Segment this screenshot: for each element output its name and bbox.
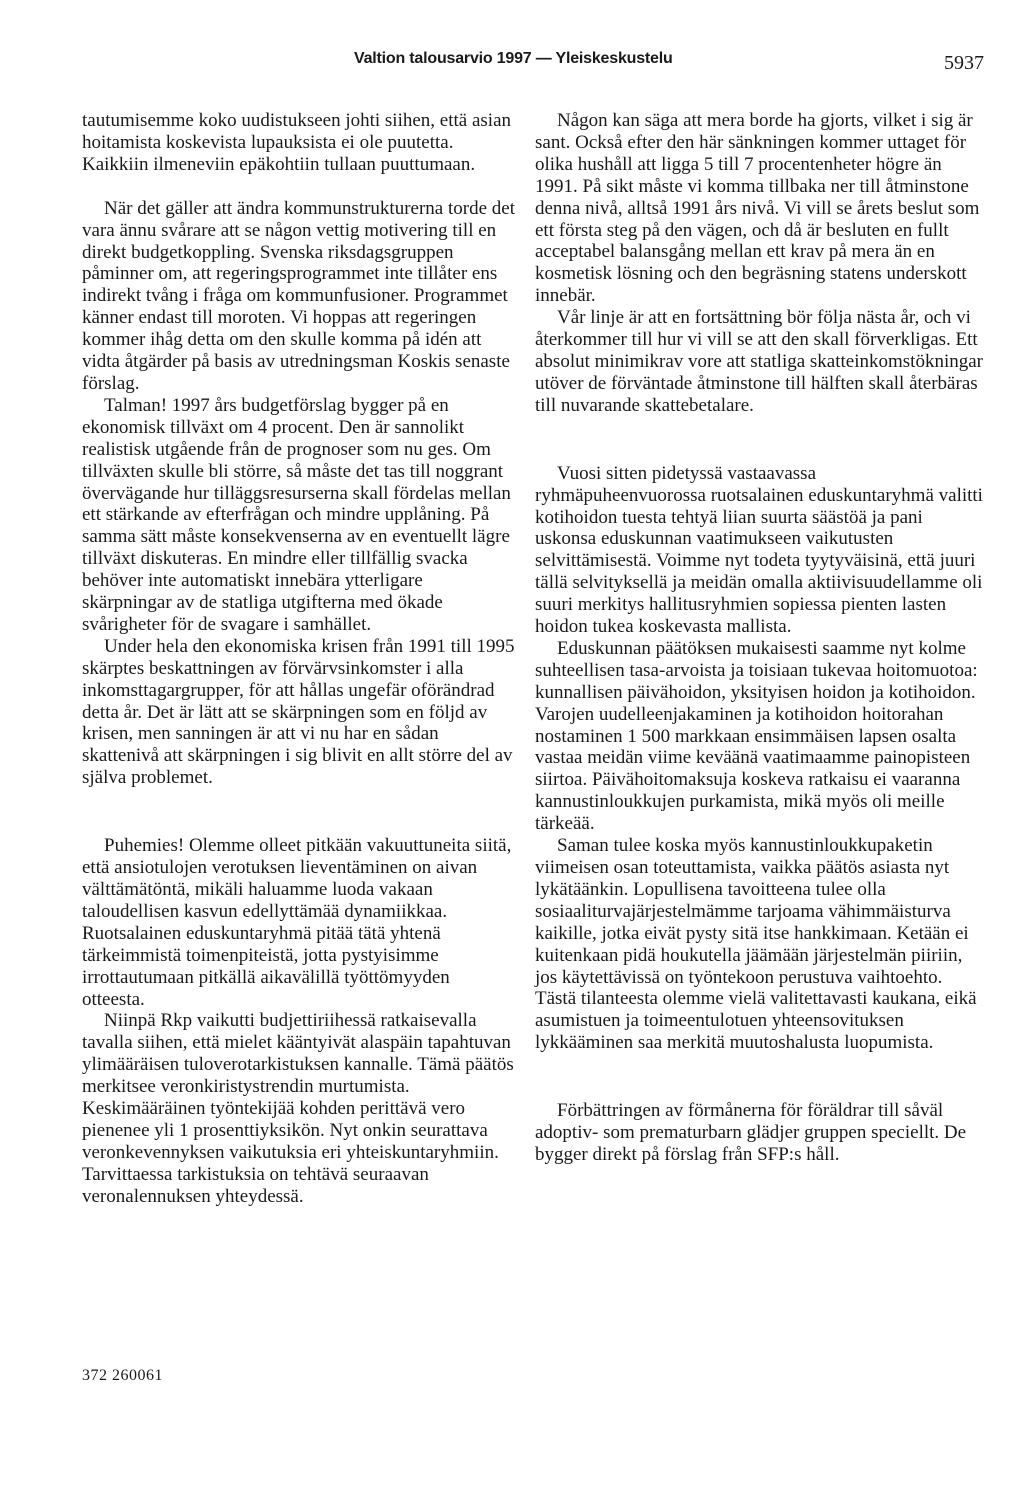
paragraph: Eduskunnan päätöksen mukaisesti saamme nyt kolme suhteellisen tasa-arvoista ja toisiaan tukevaa hoitomuotoa: kunnallisen päivähoidon, yksityisen hoidon ja kotihoidon. Varojen uudelleenjakaminen ja kotihoidon hoitorahan nostaminen 1 500 markkaan ensimmäisen lapsen osalta vastaa meidän viime keväänä vaatimaamme painopisteen siirtoa. Päivähoitomaksuja koskeva ratkaisu ei vaaranna kannustinloukkujen purkamista, mikä myös oli meille tärkeää. [535, 637, 978, 835]
paragraph: Vuosi sitten pidetyssä vastaavassa ryhmäpuheenvuorossa ruotsalainen eduskuntaryhmä valitti kotihoidon tuesta tehtyä liian suurta säästöä ja pani uskonsa eduskunnan vaatimukseen vaikutusten selvittämisestä. Voimme nyt todeta tyytyväisinä, että juuri tällä selvityksellä ja meidän omalla aktiivisuudellamme oli suuri merkitys hallitusryhmien sopiessa pienten lasten hoidon tukea koskevasta mallista. [535, 462, 983, 638]
print-code: 372 260061 [82, 1367, 163, 1384]
paragraph: Talman! 1997 års budgetförslag bygger på en ekonomisk tillväxt om 4 procent. Den är sannolikt realistisk utgående från de prognoser som nu ges. Om tillväxten skulle bli större, så måste det tas till noggrant övervägande hur tilläggsresurserna skall fördelas mellan ett stärkande av efterfrågan och mindre upplåning. På samma sätt måste konsekvenserna av en eventuellt lägre tillväxt diskuteras. En mindre eller tillfällig svacka behöver inte automatiskt innebära ytterligare skärpningar av de statliga utgifterna med ökade svårigheter för de svagare i samhället. [82, 394, 511, 635]
paragraph: Vår linje är att en fortsättning bör följa nästa år, och vi återkommer till hur vi vill se att den skall förverkligas. Ett absolut minimikrav vore att statliga skatteinkomstökningar utöver de förväntade åtminstone till hälften skall återbäras till nuvarande skattebetalare. [535, 307, 984, 416]
page-number: 5937 [944, 52, 984, 74]
paragraph: Saman tulee koska myös kannustinloukkupaketin viimeisen osan toteuttamista, vaikka päätös asiasta nyt lykätäänkin. Lopullisena tavoitteena tulee olla sosiaaliturvajärjestelmämme tarjoama vähimmäisturva kaikille, jotka eivät pysty sitä itse hankkimaan. Ketään ei kuitenkaan pidä houkutella jäämään järjestelmän piiriin, jos käytettävissä on työntekoon perustuva vaihtoehto. Tästä tilanteesta olemme vielä valitettavasti kaukana, eikä asumistuen ja toimeentulotuen yhteensovituksen lykkääminen saa merkitä muutoshalusta luopumista. [535, 835, 977, 1054]
paragraph: Under hela den ekonomiska krisen från 1991 till 1995 skärptes beskattningen av förvärvsinkomster i alla inkomsttagargrupper, för att hållas ungefär oförändrad detta år. Det är lätt att se skärpningen som en följd av krisen, men sanningen är att vi nu har en sådan skattenivå att skärpningen i sig blivit en allt större del av själva problemet. [82, 635, 515, 789]
paragraph: Förbättringen av förmånerna för föräldrar till såväl adoptiv- som prematurbarn glädjer gruppen speciellt. De bygger direkt på förslag från SFP:s håll. [535, 1100, 967, 1165]
running-title: Valtion talousarvio 1997 — Yleiskeskustelu [354, 50, 673, 67]
paragraph: Någon kan säga att mera borde ha gjorts, vilket i sig är sant. Också efter den här sänkningen kommer uttaget för olika hushåll att ligga 5 till 7 procentenheter högre än 1991. På sikt måste vi komma tillbaka ner till åtminstone denna nivå, alltså 1991 års nivå. Vi vill se årets beslut som ett första steg på den vägen, och då är besluten en fullt acceptabel balansgång mellan ett krav på mera än en kosmetisk lösning och den begräsning statens underskott innebär. [535, 110, 980, 307]
paragraph: När det gäller att ändra kommunstrukturerna torde det vara ännu svårare att se någon vettig motivering till en direkt budgetkoppling. Svenska riksdagsgruppen påminner om, att regeringsprogrammet inte tillåter ens indirekt tvång i fråga om kommunfusioner. Programmet känner endast till moroten. Vi hoppas att regeringen kommer ihåg detta om den skulle komma på idén att vidta åtgärder på basis av utredningsman Koskis senaste förslag. [82, 197, 515, 394]
page-header [0, 50, 1024, 80]
right-column [535, 110, 983, 1166]
paragraph: Niinpä Rkp vaikutti budjettiriihessä ratkaisevalla tavalla siihen, että mielet kääntyivät alaspäin tapahtuvan ylimääräisen tuloverotarkistuksen kannalle. Tämä päätös merkitsee veronkiristystrendin murtumista. Keskimääräinen työntekijää kohden perittävä vero pienenee yli 1 prosenttiyksikön. Nyt onkin seurattava veronkevennyksen vaikutuksia eri yhteiskuntaryhmiin. Tarvittaessa tarkistuksia on tehtävä seuraavan veronalennuksen yhteydessä. [82, 1010, 514, 1207]
paragraph: Puhemies! Olemme olleet pitkään vakuuttuneita siitä, että ansiotulojen verotuksen lieventäminen on aivan välttämätöntä, mikäli haluamme luoda vakaan taloudellisen kasvun edellyttämää dynamiikkaa. Ruotsalainen eduskuntaryhmä pitää tätä yhtenä tärkeimmistä toimenpiteistä, jotta pystyisimme irrottautumaan pitkällä aikavälillä työttömyyden otteesta. [82, 835, 512, 1010]
paragraph: tautumisemme koko uudistukseen johti siihen, että asian hoitamista koskevista lupauksista ei ole puutetta. Kaikkiin ilmeneviin epäkohtiin tullaan puuttumaan. [82, 110, 512, 175]
left-column [82, 110, 516, 1208]
